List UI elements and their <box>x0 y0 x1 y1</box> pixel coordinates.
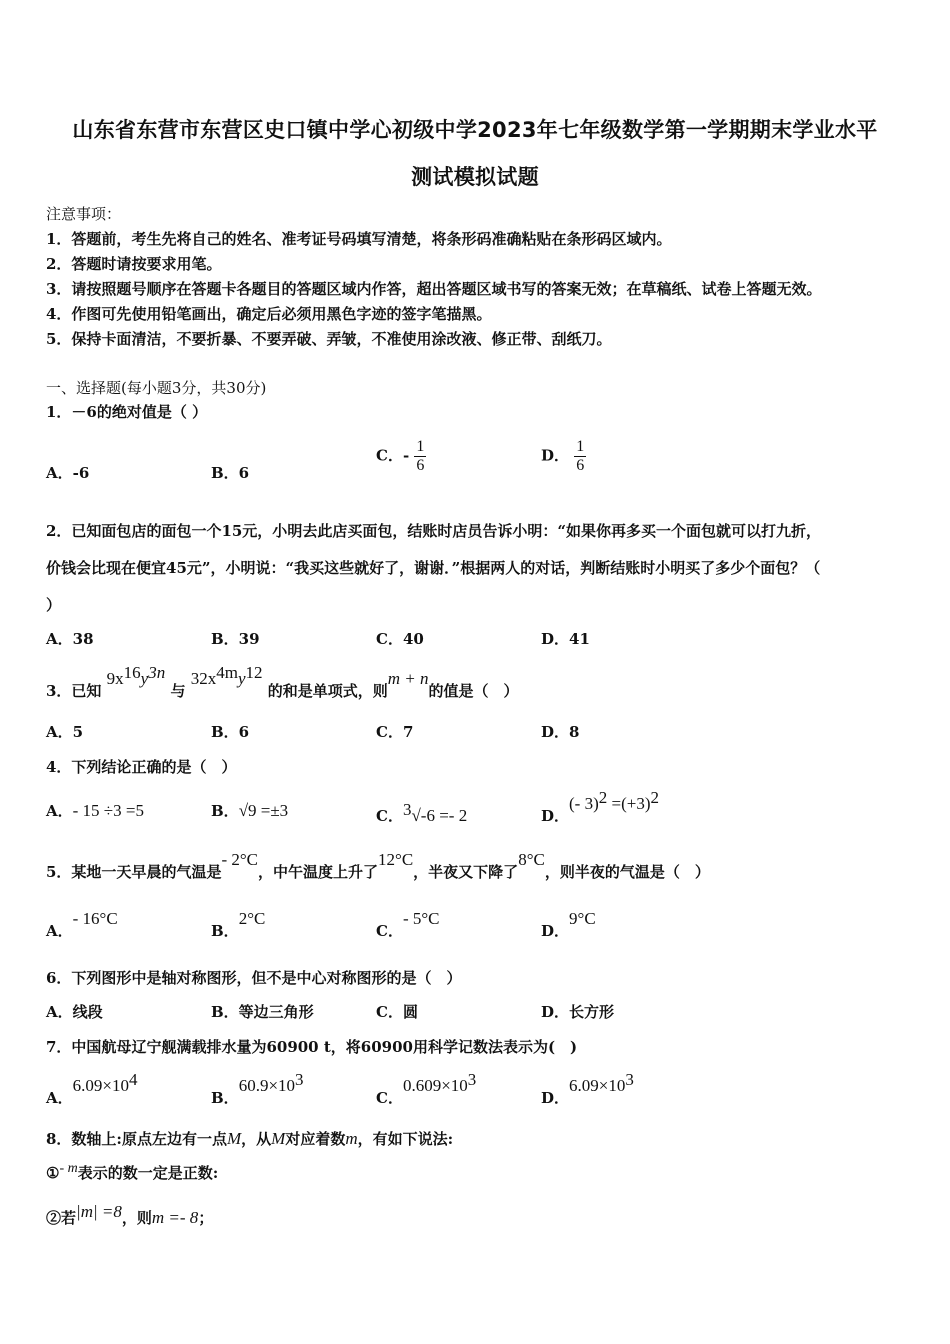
q7-a-label: A． <box>46 1089 73 1107</box>
note-item-1: 1．答题前，考生先将自己的姓名、准考证号码填写清楚，将条形码准确粘贴在条形码区域内。 <box>46 230 672 248</box>
q4-b-math: √9 =±3 <box>238 801 289 820</box>
q7-c-label: C． <box>376 1089 403 1107</box>
q7-b-exp: 3 <box>295 1070 304 1089</box>
q1-option-c-fraction <box>414 438 426 475</box>
q3-option-d: D．8 <box>541 723 580 741</box>
q3-expr: m + n <box>387 669 429 688</box>
note-item-3: 3．请按照题号顺序在答题卡各题目的答题区域内作答，超出答题区域书写的答案无效；在草稿纸、试卷上答题无效。 <box>46 280 822 298</box>
q3-term2-y: y <box>237 669 246 688</box>
exam-title-line1: 山东省东营市东营区史口镇中学心初级中学2023年七年级数学第一学期期末学业水平 <box>72 118 878 142</box>
q2-option-a: A．38 <box>46 630 94 648</box>
q1-option-c <box>376 438 426 475</box>
note-item-5: 5．保持卡面清洁，不要折暴、不要弄破、弄皱，不准使用涂改液、修正带、刮纸刀。 <box>46 330 612 348</box>
q5-d-label: D． <box>541 922 570 940</box>
q5-prefix: 5．某地一天早晨的气温是 <box>46 863 222 881</box>
q7-c-exp: 3 <box>467 1070 477 1089</box>
q8-mid1: ，从 <box>241 1130 272 1148</box>
note-item-2: 2．答题时请按要求用笔。 <box>46 255 222 273</box>
q5-b-label: B． <box>211 922 239 940</box>
q4-d-exp2: 2 <box>650 788 659 807</box>
q4-a-math: - 15 ÷3 =5 <box>72 801 144 820</box>
q3-option-b: B．6 <box>211 723 250 741</box>
q5-option-a <box>46 909 118 941</box>
q7-c-base: 0.609×10 <box>402 1076 468 1095</box>
q3-mid2: 的和是单项式，则 <box>267 682 388 700</box>
q5-a-math: - 16°C <box>72 909 118 928</box>
q3-option-c: C．7 <box>376 723 414 741</box>
q7-a-base: 6.09×10 <box>72 1076 129 1095</box>
q2-line3: ） <box>46 596 62 614</box>
q4-d-math2: =(+3) <box>607 794 651 813</box>
q4-option-d <box>541 788 659 826</box>
q2-option-b: B．39 <box>211 630 260 648</box>
q5-c-label: C． <box>376 922 403 940</box>
q7-d-base: 6.09×10 <box>569 1076 626 1095</box>
q2-line2: 价钱会比现在便宜45元”，小明说：“我买这些就好了，谢谢．”根据两人的对话，判断结账时小明买了多少个面包？（ <box>46 559 821 577</box>
q3-stem <box>46 663 519 701</box>
q4-d-exp1: 2 <box>598 788 608 807</box>
q8-mid2: 对应着数 <box>285 1130 346 1148</box>
q6-option-b: B．等边三角形 <box>211 1003 314 1021</box>
q5-option-d <box>541 909 596 941</box>
q3-term1: 9x <box>106 669 124 688</box>
q4-option-b <box>211 800 288 821</box>
q3-option-a: A．5 <box>46 723 84 741</box>
q8-point-M1: M <box>226 1129 242 1148</box>
q1-d-numerator: 1 <box>576 438 585 455</box>
q5-temp2: 12°C <box>378 850 414 869</box>
q5-b-math: 2°C <box>238 909 266 928</box>
q8-s1-prefix: ① <box>46 1164 60 1182</box>
q4-option-a <box>46 800 144 821</box>
q2-option-c: C．40 <box>376 630 424 648</box>
q3-mid: 与 <box>170 682 186 700</box>
q4-d-math1: (- 3) <box>569 794 599 813</box>
q3-prefix: 3．已知 <box>46 682 102 700</box>
q8-s2-mid: ，则 <box>121 1209 152 1227</box>
q3-term2-exp1: 4m <box>216 663 238 682</box>
q1-option-d-fraction <box>574 438 586 475</box>
q8-statement-1 <box>46 1162 218 1183</box>
q6-stem: 6．下列图形中是轴对称图形，但不是中心对称图形的是（ ） <box>46 969 462 987</box>
q3-term1-y: y <box>140 669 149 688</box>
q4-stem: 4．下列结论正确的是（ ） <box>46 758 237 776</box>
q6-option-a: A．线段 <box>46 1003 103 1021</box>
notes-heading: 注意事项： <box>46 205 122 223</box>
q7-stem: 7．中国航母辽宁舰满载排水量为60900 t，将60900用科学记数法表示为( ) <box>46 1038 578 1056</box>
q3-term1-exp1: 16 <box>123 663 141 682</box>
q5-temp3: 8°C <box>518 850 545 869</box>
q1-d-denominator: 6 <box>576 457 585 474</box>
q3-term2: 32x <box>190 669 217 688</box>
q5-suffix: ，则半夜的气温是（ ） <box>544 863 710 881</box>
q4-a-label: A． <box>46 802 73 820</box>
q1-option-d <box>541 438 586 475</box>
q1-c-numerator: 1 <box>416 438 425 455</box>
q3-suffix: 的值是（ ） <box>428 682 519 700</box>
q5-mid1: ，中午温度上升了 <box>258 863 379 881</box>
q5-option-c <box>376 909 440 941</box>
exam-title-line2: 测试模拟试题 <box>411 165 539 189</box>
q1-option-d-label: D． <box>541 446 570 465</box>
q3-term2-exp2: 12 <box>245 663 263 682</box>
q7-d-exp: 3 <box>625 1070 634 1089</box>
q8-s2-suffix: ； <box>198 1209 214 1227</box>
q3-term1-exp2: 3n <box>148 663 166 682</box>
q7-a-exp: 4 <box>128 1070 138 1089</box>
q8-stem <box>46 1128 453 1149</box>
q1-stem: 1．－6的绝对值是（ ） <box>46 403 208 421</box>
section-heading: 一、选择题(每小题3分，共30分) <box>46 379 267 397</box>
q8-suffix: ，有如下说法: <box>357 1130 454 1148</box>
q4-c-index: 3 <box>402 800 412 819</box>
q8-point-M2: M <box>271 1129 286 1148</box>
q4-option-c <box>376 800 467 826</box>
q1-option-b: B．6 <box>211 464 250 482</box>
q5-a-label: A． <box>46 922 73 940</box>
q8-s2-prefix: ②若 <box>46 1209 77 1227</box>
q5-temp1: - 2°C <box>221 850 259 869</box>
q6-option-c: C．圆 <box>376 1003 418 1021</box>
q5-c-math: - 5°C <box>402 909 440 928</box>
q7-option-a <box>46 1070 138 1108</box>
q2-line1: 2．已知面包店的面包一个15元，小明去此店买面包，结账时店员告诉小明：“如果你再多买一个面包就可以打九折， <box>46 522 821 540</box>
q7-b-label: B． <box>211 1089 239 1107</box>
q1-c-denominator: 6 <box>416 457 425 474</box>
q7-d-label: D． <box>541 1089 570 1107</box>
q4-d-label: D． <box>541 807 570 825</box>
note-item-4: 4．作图可先使用铅笔画出，确定后必须用黑色字迹的签字笔描黑。 <box>46 305 492 323</box>
q1-option-c-label: C．- <box>376 446 410 465</box>
q2-option-d: D．41 <box>541 630 590 648</box>
q7-option-b <box>211 1070 304 1108</box>
q5-d-math: 9°C <box>569 909 596 928</box>
q8-prefix: 8．数轴上:原点左边有一点 <box>46 1130 227 1148</box>
q4-c-math: √-6 =- 2 <box>411 806 468 825</box>
q5-stem <box>46 850 710 882</box>
q8-s2-math1: |m| =8 <box>76 1202 122 1221</box>
q7-option-c <box>376 1070 477 1108</box>
q6-option-d: D．长方形 <box>541 1003 615 1021</box>
q5-option-b <box>211 909 266 941</box>
q8-s2-math2: m =- 8 <box>151 1208 199 1227</box>
q8-number-m: m <box>345 1129 358 1148</box>
q5-mid2: ，半夜又下降了 <box>413 863 519 881</box>
q4-b-label: B． <box>211 802 239 820</box>
q1-option-a: A．-6 <box>46 464 90 482</box>
q7-b-base: 60.9×10 <box>238 1076 296 1095</box>
q7-option-d <box>541 1070 634 1108</box>
q8-s1-suffix: 表示的数一定是正数: <box>77 1164 219 1182</box>
q4-c-label: C． <box>376 807 403 825</box>
q8-statement-2 <box>46 1202 214 1228</box>
q8-s1-math: - m <box>59 1161 78 1176</box>
